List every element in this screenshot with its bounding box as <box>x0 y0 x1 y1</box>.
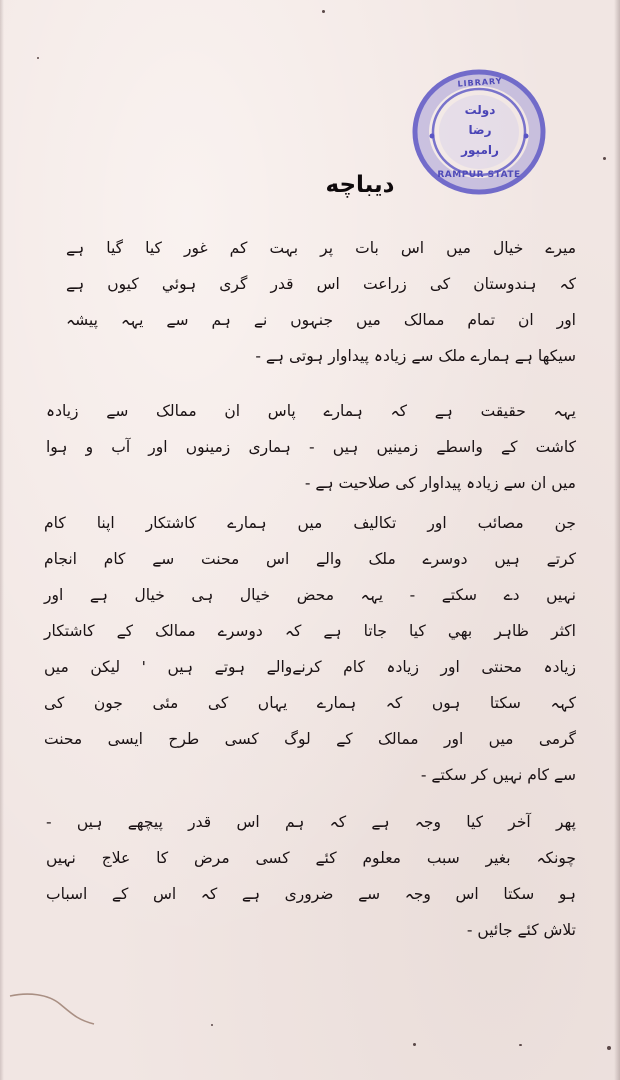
text-line: چونکہ بغیر سبب معلوم کئے کسی مرض کا علاج نہیں <box>46 849 576 867</box>
text-line: میں ان سے زیادہ پیداوار کی صلاحیت ہے - <box>304 474 576 492</box>
text-line: سے کام نہیں کر سکتے - <box>420 766 576 784</box>
text-line: سیکھا ہے ہمارے ملک سے زیادہ پیداوار ہوتی ہے - <box>255 347 576 365</box>
text-line: کاشت کے واسطے زمینیں ہیں - ہماری زمینوں اور آب و ہوا <box>46 438 576 456</box>
text-line: جن مصائب اور تکالیف میں ہمارے کاشتکار اپنا کام <box>44 514 576 532</box>
stamp-inner-line: رامپور <box>461 143 499 157</box>
page-heading: دیباچه <box>325 172 395 198</box>
text-line: کہ ہندوستان کی زراعت اس قدر گری ہوئي کیوں ہے <box>66 275 576 293</box>
paragraph-2 <box>46 393 576 501</box>
text-line: گرمی میں اور ممالک کے لوگ کسی طرح ایسی محنت <box>44 730 576 748</box>
text-line: پھر آخر کیا وجہ ہے کہ ہم اس قدر پیچھے ہیں - <box>46 813 576 831</box>
text-line: نہیں دے سکتے - یہہ محض خیال ہی خیال ہے اور <box>44 586 576 604</box>
paper-speck <box>519 1044 522 1046</box>
stamp-inner-text <box>444 100 516 160</box>
text-line: کہہ سکتا ہوں کہ ہمارے یہاں کی مئی جون کی <box>44 694 576 712</box>
text-line: اکثر ظاہر بھي کیا جاتا ہے کہ دوسرے ممالک کے کاشتکار <box>44 622 576 640</box>
page-left-edge <box>0 0 4 1080</box>
text-line: کرتے ہیں دوسرے ملک والے اس محنت سے کام انجام <box>44 550 576 568</box>
paper-speck <box>322 10 325 13</box>
text-line: میرے خیال میں اس بات پر بہت کم غور کیا گیا ہے <box>66 239 576 257</box>
library-stamp <box>410 66 548 198</box>
paper-speck <box>211 1024 213 1026</box>
paragraph-1 <box>66 230 576 374</box>
text-line: تلاش کئے جائیں - <box>466 921 576 939</box>
paper-speck <box>607 1046 611 1050</box>
text-line: ہو سکتا اس وجہ سے ضروری ہے کہ اس کے اسباب <box>46 885 576 903</box>
text-line: اور ان تمام ممالک میں جنہوں نے ہم سے یہہ پیشہ <box>66 311 576 329</box>
paper-speck <box>603 157 606 160</box>
stamp-inner-line: دولت <box>464 103 496 117</box>
text-line: یہہ حقیقت ہے کہ ہمارے پاس ان ممالک سے زیادہ <box>46 402 576 420</box>
stamp-top-text: LIBRARY <box>457 76 503 89</box>
paper-speck <box>37 57 39 59</box>
paragraph-4 <box>46 804 576 948</box>
stamp-inner-line: رضا <box>468 123 492 137</box>
text-line: زیادہ محنتی اور زیادہ کام کرنےوالے ہوتے ہیں ' لیکن میں <box>44 658 576 676</box>
paper-fiber <box>8 990 98 1030</box>
page-right-edge <box>614 0 620 1080</box>
stamp-bottom-text: RAMPUR STATE <box>437 170 521 180</box>
paragraph-3 <box>44 505 576 793</box>
paper-speck <box>413 1043 416 1046</box>
